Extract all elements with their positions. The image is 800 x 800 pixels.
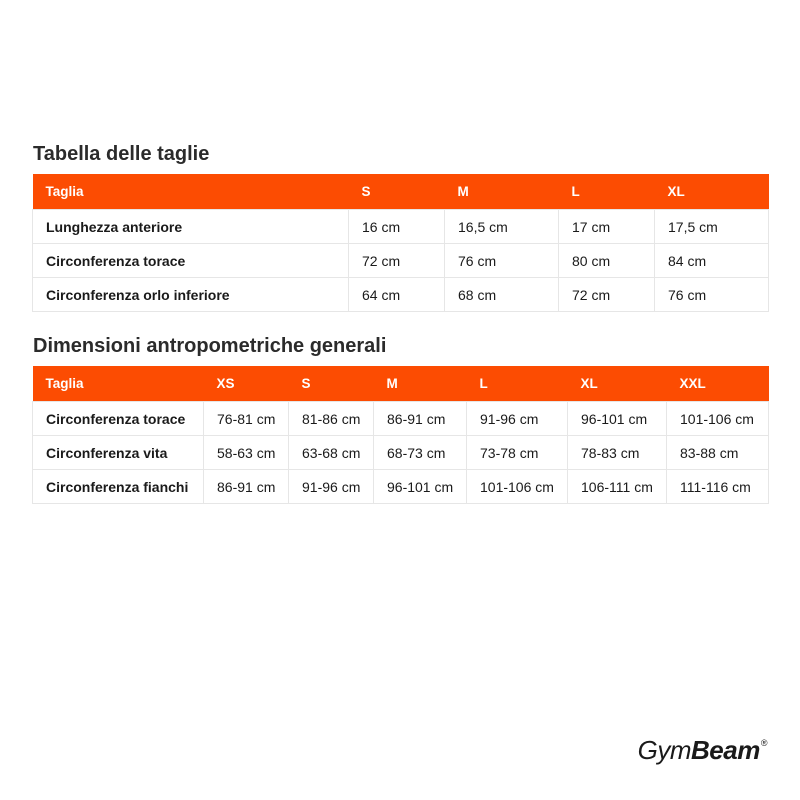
row-label: Circonferenza vita xyxy=(33,436,204,470)
table-row xyxy=(33,210,769,244)
table-cell: 96-101 cm xyxy=(374,470,467,504)
table-cell: 76 cm xyxy=(445,244,559,278)
header-cell: L xyxy=(559,174,655,210)
table-row xyxy=(33,244,769,278)
table-header-row xyxy=(33,366,769,402)
registered-mark: ® xyxy=(760,738,767,748)
table-cell: 81-86 cm xyxy=(289,402,374,436)
header-cell: S xyxy=(289,366,374,402)
table-cell: 72 cm xyxy=(349,244,445,278)
header-cell: L xyxy=(467,366,568,402)
header-cell: M xyxy=(374,366,467,402)
table-row xyxy=(33,278,769,312)
table-cell: 73-78 cm xyxy=(467,436,568,470)
table-cell: 68-73 cm xyxy=(374,436,467,470)
row-label: Lunghezza anteriore xyxy=(33,210,349,244)
table-cell: 64 cm xyxy=(349,278,445,312)
header-cell: M xyxy=(445,174,559,210)
logo-text-gym: Gym xyxy=(637,735,692,765)
size-table-title: Tabella delle taglie xyxy=(33,143,210,165)
header-cell: S xyxy=(349,174,445,210)
table-cell: 63-68 cm xyxy=(289,436,374,470)
header-cell: Taglia xyxy=(33,366,204,402)
table-cell: 84 cm xyxy=(655,244,769,278)
header-cell: Taglia xyxy=(33,174,349,210)
gymbeam-logo xyxy=(638,735,767,766)
table-row xyxy=(33,402,769,436)
table-cell: 91-96 cm xyxy=(467,402,568,436)
row-label: Circonferenza torace xyxy=(33,402,204,436)
row-label: Circonferenza fianchi xyxy=(33,470,204,504)
table-cell: 83-88 cm xyxy=(667,436,769,470)
table-cell: 16 cm xyxy=(349,210,445,244)
anthropometric-table xyxy=(32,366,769,504)
table-cell: 76 cm xyxy=(655,278,769,312)
table-row xyxy=(33,470,769,504)
table-cell: 17 cm xyxy=(559,210,655,244)
table-cell: 106-111 cm xyxy=(568,470,667,504)
table-cell: 101-106 cm xyxy=(467,470,568,504)
header-cell: XXL xyxy=(667,366,769,402)
header-cell: XS xyxy=(204,366,289,402)
logo-text-beam: Beam xyxy=(691,735,760,765)
row-label: Circonferenza orlo inferiore xyxy=(33,278,349,312)
table-cell: 78-83 cm xyxy=(568,436,667,470)
anthropometric-table-title: Dimensioni antropometriche generali xyxy=(33,335,387,357)
table-row xyxy=(33,436,769,470)
size-table xyxy=(32,174,769,312)
table-cell: 76-81 cm xyxy=(204,402,289,436)
row-label: Circonferenza torace xyxy=(33,244,349,278)
table-cell: 111-116 cm xyxy=(667,470,769,504)
table-cell: 16,5 cm xyxy=(445,210,559,244)
table-cell: 58-63 cm xyxy=(204,436,289,470)
table-cell: 68 cm xyxy=(445,278,559,312)
table-cell: 80 cm xyxy=(559,244,655,278)
table-cell: 101-106 cm xyxy=(667,402,769,436)
table-cell: 91-96 cm xyxy=(289,470,374,504)
table-cell: 72 cm xyxy=(559,278,655,312)
table-header-row xyxy=(33,174,769,210)
table-cell: 96-101 cm xyxy=(568,402,667,436)
header-cell: XL xyxy=(655,174,769,210)
header-cell: XL xyxy=(568,366,667,402)
table-cell: 17,5 cm xyxy=(655,210,769,244)
table-cell: 86-91 cm xyxy=(374,402,467,436)
table-cell: 86-91 cm xyxy=(204,470,289,504)
